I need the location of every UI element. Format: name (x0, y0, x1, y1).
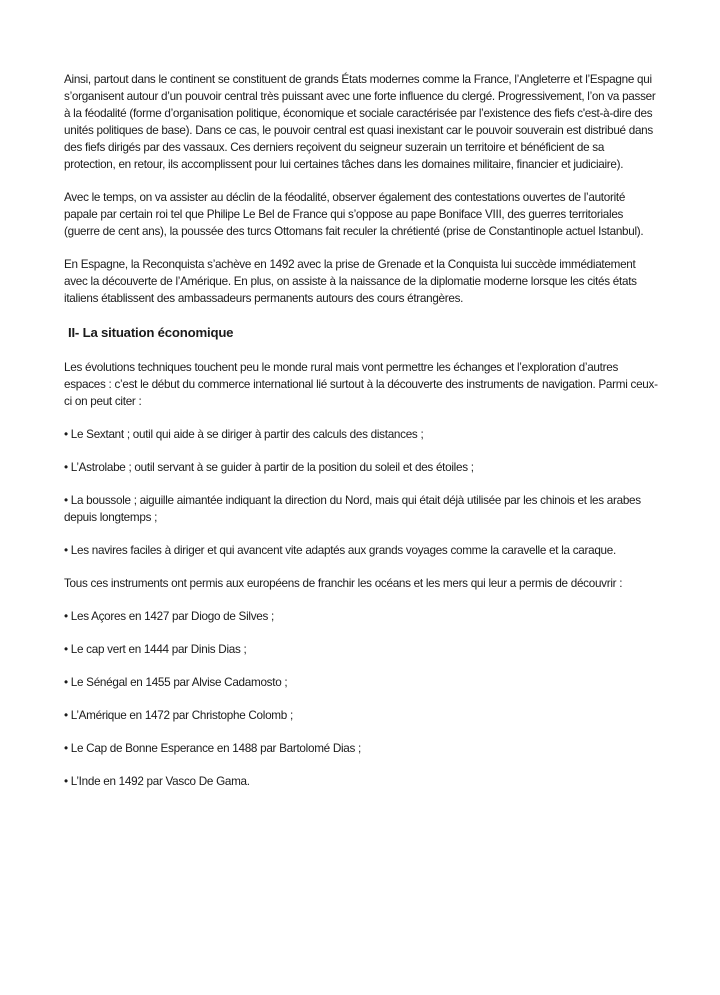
bullet-acores: • Les Açores en 1427 par Diogo de Silves ; (64, 610, 274, 623)
paragraph-economy-intro: Les évolutions techniques touchent peu le monde rural mais vont permettre les échanges et l’exploration d’autres espaces : c’est le début du commerce international lié surtout à la découverte des instruments de navigation. Parmi ceux-ci on peut citer : (64, 361, 658, 408)
bullet-navires: • Les navires faciles à diriger et qui avancent vite adaptés aux grands voyages comme la caravelle et la caraque. (64, 544, 616, 557)
paragraph-reconquista: En Espagne, la Reconquista s’achève en 1492 avec la prise de Grenade et la Conquista lui succède immédiatement avec la découverte de l’Amérique. En plus, on assiste à la naissance de la diplomatie moderne lorsque les cités états italiens établissent des ambassadeurs permanents autours des cours étrangères. (64, 258, 637, 305)
paragraph-instruments-summary: Tous ces instruments ont permis aux européens de franchir les océans et les mers qui leur a permis de découvrir : (64, 577, 623, 590)
bullet-cap-vert: • Le cap vert en 1444 par Dinis Dias ; (64, 643, 247, 656)
bullet-inde: • L’Inde en 1492 par Vasco De Gama. (64, 775, 250, 788)
section-heading-economic-situation: II- La situation économique (68, 325, 234, 340)
bullet-boussole: • La boussole ; aiguille aimantée indiquant la direction du Nord, mais qui était déjà utilisée par les chinois et les arabes depuis longtemps ; (64, 494, 641, 524)
bullet-senegal: • Le Sénégal en 1455 par Alvise Cadamosto ; (64, 676, 288, 689)
paragraph-modern-states: Ainsi, partout dans le continent se constituent de grands États modernes comme la France, l’Angleterre et l’Espagne qui s’organisent autour d’un pouvoir central très puissant avec une forte influence du clergé. Progressivement, l’on va passer à la féodalité (forme d’organisation politique, économique et sociale caractérisée par l’existence des fiefs c'est-à-dire des unités politiques de base). Dans ce cas, le pouvoir central est quasi inexistant car le pouvoir souverain est distribué dans des fiefs dirigés par des vassaux. Ces derniers reçoivent du seigneur suzerain un territoire et bénéficient de sa protection, en retour, ils accomplissent pour lui certaines tâches dans les domaines militaire, financier et judiciaire). (64, 73, 656, 171)
bullet-amerique: • L’Amérique en 1472 par Christophe Colomb ; (64, 709, 293, 722)
bullet-astrolabe: • L’Astrolabe ; outil servant à se guider à partir de la position du soleil et des étoiles ; (64, 461, 474, 474)
bullet-sextant: • Le Sextant ; outil qui aide à se diriger à partir des calculs des distances ; (64, 428, 424, 441)
paragraph-feudalism-decline: Avec le temps, on va assister au déclin de la féodalité, observer également des contestations ouvertes de l’autorité papale par certain roi tel que Philipe Le Bel de France qui s’oppose au pape Boniface VIII, des guerres territoriales (guerre de cent ans), la poussée des turcs Ottomans fait reculer la chrétienté (prise de Constantinople actuel Istanbul). (64, 191, 644, 238)
bullet-bonne-esperance: • Le Cap de Bonne Esperance en 1488 par Bartolomé Dias ; (64, 742, 362, 755)
